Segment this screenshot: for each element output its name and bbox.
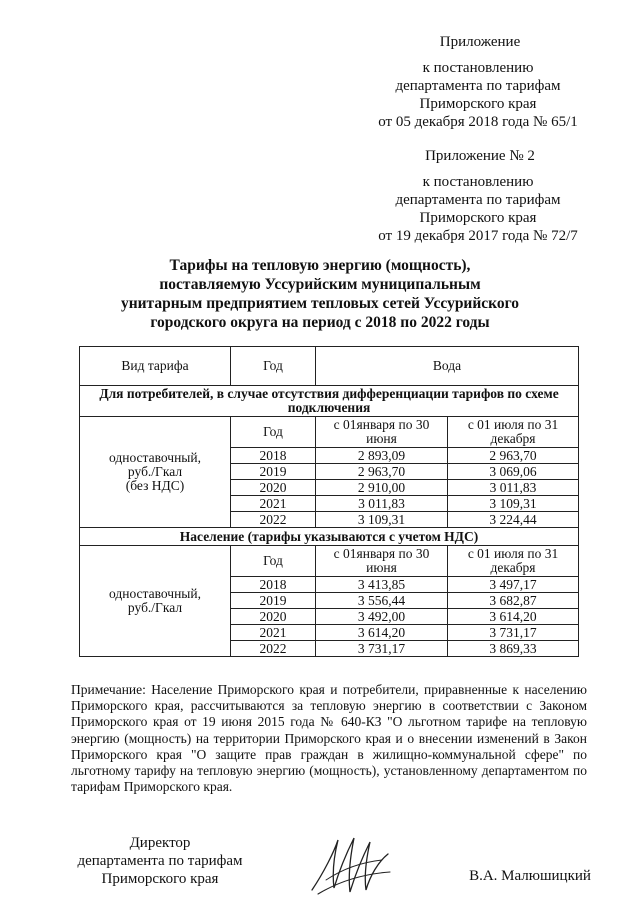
appendix-1-heading: Приложение [439,34,521,50]
section-1-subheader-row [80,417,579,448]
value-cell: 3 011,83 [316,496,448,512]
section-1-tariff-cell [80,417,231,528]
header-year: Год [231,347,316,386]
value-cell: 3 109,31 [448,496,579,512]
year-cell: 2018 [231,448,316,464]
value-cell: 2 893,09 [316,448,448,464]
subheader-year: Год [231,417,316,448]
section-1-title-row [80,386,579,417]
title-line: поставляемую Уссурийским муниципальным [159,276,481,293]
appendix-2-line: Приморского края [419,210,537,226]
appendix-1-line: департамента по тарифам [395,78,561,94]
tariff-line: руб./Гкал [127,600,183,615]
appendix-2-header [380,147,580,165]
signatory-name: В.А. Малюшицкий [469,868,591,884]
value-cell: 3 614,20 [448,609,579,625]
subheader-second-half: с 01 июля по 31 декабря [448,417,579,448]
signatory-line: Приморского края [101,871,219,887]
value-cell: 3 497,17 [448,577,579,593]
appendix-2-line: от 19 декабря 2017 года № 72/7 [378,228,578,244]
subheader-first-half: с 01января по 30 июня [316,417,448,448]
title-line: унитарным предприятием тепловых сетей Уссурийского [120,295,520,312]
value-cell: 3 682,87 [448,593,579,609]
appendix-1-body [360,59,596,131]
header-tariff-type: Вид тарифа [80,347,231,386]
subheader-year: Год [231,546,316,577]
year-cell: 2019 [231,593,316,609]
year-cell: 2021 [231,496,316,512]
appendix-2-line: департамента по тарифам [395,192,561,208]
appendix-1-line: Приморского края [419,96,537,112]
table-header-row [80,347,579,386]
appendix-2-body [360,173,596,245]
section-1-title: Для потребителей, в случае отсутствия дифференциации тарифов по схеме подключения [80,386,579,417]
value-cell: 3 069,06 [448,464,579,480]
value-cell: 3 011,83 [448,480,579,496]
value-cell: 2 963,70 [316,464,448,480]
tariff-line: одноставочный, [109,450,201,465]
value-cell: 2 910,00 [316,480,448,496]
value-cell: 3 413,85 [316,577,448,593]
value-cell: 3 731,17 [316,641,448,657]
value-cell: 3 492,00 [316,609,448,625]
title-line: городского округа на период с 2018 по 2022 годы [150,314,490,331]
tariff-line: (без НДС) [125,478,185,493]
value-cell: 3 556,44 [316,593,448,609]
value-cell: 2 963,70 [448,448,579,464]
tariff-table [79,346,579,657]
year-cell: 2021 [231,625,316,641]
value-cell: 3 614,20 [316,625,448,641]
value-cell: 3 109,31 [316,512,448,528]
year-cell: 2022 [231,512,316,528]
signatory-line: департамента по тарифам [77,853,243,869]
signatory-title [60,834,260,888]
value-cell: 3 869,33 [448,641,579,657]
handwritten-signature [304,832,394,902]
document-title [80,256,560,332]
appendix-1-line: от 05 декабря 2018 года № 65/1 [378,114,578,130]
section-2-title: Население (тарифы указываются с учетом НДС) [80,528,579,546]
appendix-2-line: к постановлению [422,174,534,190]
year-cell: 2019 [231,464,316,480]
appendix-1-line: к постановлению [422,60,534,76]
subheader-second-half: с 01 июля по 31 декабря [448,546,579,577]
signatory-line: Директор [129,835,191,851]
value-cell: 3 731,17 [448,625,579,641]
appendix-1-header [380,33,580,51]
tariff-line: одноставочный, [109,586,201,601]
year-cell: 2020 [231,480,316,496]
footnote: Примечание: Население Приморского края и потребители, приравненные к населению Приморского края, рассчитываются за тепловую энергию в соответствии с Законом Приморского края от 19 июня 2015 года № 640-КЗ "О льготном тарифе на тепловую энергию (мощность) на территории Приморского края и о внесении изменений в Закон Приморского края "О защите прав граждан в жилищно-коммунальной сфере" по льготному тарифу на тепловую энергию (мощность), установленному департаментом по тарифам Приморского края. [71,682,587,795]
title-line: Тарифы на тепловую энергию (мощность), [169,257,471,274]
tariff-line: руб./Гкал [127,464,183,479]
subheader-first-half: с 01января по 30 июня [316,546,448,577]
year-cell: 2020 [231,609,316,625]
value-cell: 3 224,44 [448,512,579,528]
section-2-subheader-row [80,546,579,577]
appendix-2-heading: Приложение № 2 [425,148,535,164]
year-cell: 2018 [231,577,316,593]
section-2-title-row [80,528,579,546]
section-2-tariff-cell [80,546,231,657]
header-water: Вода [316,347,579,386]
year-cell: 2022 [231,641,316,657]
